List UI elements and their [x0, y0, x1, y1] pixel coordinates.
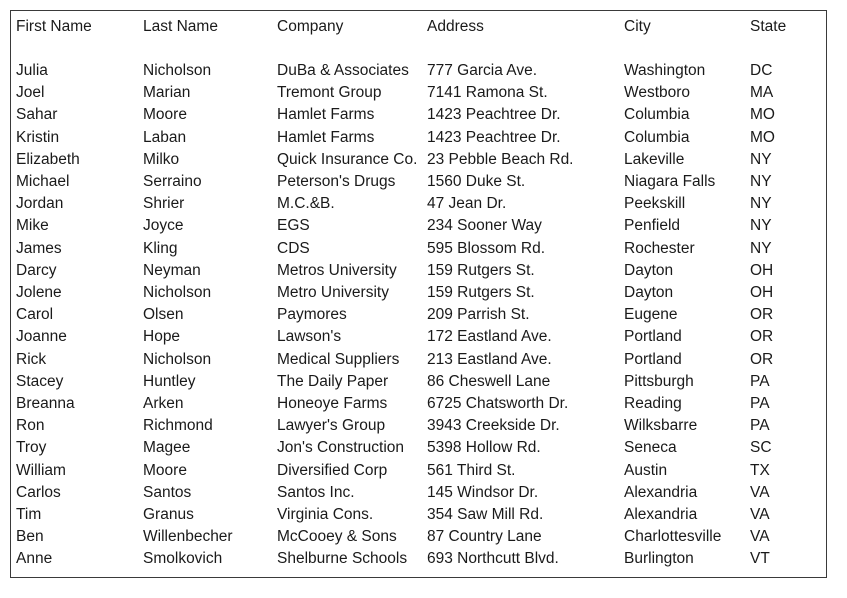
- table-row: [16, 193, 810, 215]
- cell-address: 595 Blossom Rd.: [427, 239, 546, 257]
- table-row: [16, 371, 810, 393]
- header-state: State: [750, 18, 787, 35]
- cell-state: NY: [750, 173, 772, 191]
- cell-state: VT: [750, 550, 770, 568]
- contacts-table: [16, 14, 810, 571]
- table-row: [16, 548, 810, 570]
- cell-last-name: Granus: [143, 506, 194, 524]
- cell-address: 172 Eastland Ave.: [427, 328, 552, 346]
- cell-last-name: Laban: [143, 128, 187, 146]
- cell-state: OR: [750, 350, 774, 368]
- cell-last-name: Richmond: [143, 417, 213, 435]
- cell-city: Washington: [624, 62, 706, 79]
- table-row: [16, 482, 810, 504]
- cell-city: Reading: [624, 395, 682, 413]
- cell-company: McCooey & Sons: [277, 528, 397, 546]
- header-first-name: First Name: [16, 18, 92, 35]
- cell-address: 145 Windsor Dr.: [427, 483, 539, 501]
- cell-city: Portland: [624, 350, 682, 368]
- cell-company: Diversified Corp: [277, 461, 388, 479]
- cell-address: 3943 Creekside Dr.: [427, 417, 560, 435]
- table-row: [16, 437, 810, 459]
- cell-last-name: Willenbecher: [143, 528, 233, 546]
- cell-first-name: Anne: [16, 550, 53, 568]
- cell-city: Rochester: [624, 239, 695, 257]
- cell-last-name: Arken: [143, 395, 184, 413]
- cell-address: 354 Saw Mill Rd.: [427, 506, 544, 524]
- cell-state: NY: [750, 195, 772, 213]
- cell-state: VA: [750, 483, 770, 501]
- cell-address: 86 Cheswell Lane: [427, 372, 551, 390]
- cell-last-name: Serraino: [143, 173, 202, 191]
- cell-address: 23 Pebble Beach Rd.: [427, 150, 574, 168]
- table-row: [16, 349, 810, 371]
- cell-last-name: Neyman: [143, 261, 201, 279]
- table-row: [16, 82, 810, 104]
- table-row: [16, 260, 810, 282]
- cell-company: The Daily Paper: [277, 372, 389, 390]
- cell-city: Dayton: [624, 284, 674, 302]
- table-row: [16, 238, 810, 260]
- header-city: City: [624, 18, 651, 35]
- cell-first-name: Michael: [16, 173, 70, 191]
- cell-first-name: Rick: [16, 350, 47, 368]
- cell-first-name: Troy: [16, 439, 47, 457]
- cell-city: Alexandria: [624, 506, 698, 524]
- cell-address: 159 Rutgers St.: [427, 284, 535, 302]
- cell-state: NY: [750, 150, 772, 168]
- cell-last-name: Huntley: [143, 372, 196, 390]
- table-row: [16, 504, 810, 526]
- cell-last-name: Moore: [143, 461, 187, 479]
- cell-last-name: Milko: [143, 150, 180, 168]
- table-row: [16, 393, 810, 415]
- table-row: [16, 526, 810, 548]
- cell-last-name: Nicholson: [143, 350, 212, 368]
- cell-company: Jon's Construction: [277, 439, 405, 457]
- cell-company: Virginia Cons.: [277, 506, 374, 524]
- cell-state: VA: [750, 506, 770, 524]
- header-company: Company: [277, 18, 344, 35]
- cell-state: PA: [750, 372, 770, 390]
- cell-city: Charlottesville: [624, 528, 722, 546]
- header-row: [16, 14, 810, 40]
- table-row: [16, 326, 810, 348]
- blank-row: [16, 40, 810, 60]
- cell-state: OH: [750, 261, 774, 279]
- cell-last-name: Shrier: [143, 195, 185, 213]
- cell-first-name: Ron: [16, 417, 45, 435]
- cell-company: DuBa & Associates: [277, 62, 409, 79]
- table-row: [16, 215, 810, 237]
- cell-state: NY: [750, 217, 772, 235]
- cell-address: 47 Jean Dr.: [427, 195, 507, 213]
- cell-company: Peterson's Drugs: [277, 173, 396, 191]
- cell-company: Metros University: [277, 261, 397, 279]
- table-row: [16, 127, 810, 149]
- table-row: [16, 304, 810, 326]
- cell-city: Dayton: [624, 261, 674, 279]
- cell-city: Eugene: [624, 306, 678, 324]
- cell-company: Tremont Group: [277, 84, 382, 102]
- cell-first-name: Sahar: [16, 106, 58, 124]
- cell-city: Lakeville: [624, 150, 685, 168]
- cell-city: Wilksbarre: [624, 417, 698, 435]
- table-row: [16, 149, 810, 171]
- cell-first-name: Elizabeth: [16, 150, 80, 168]
- table-row: [16, 282, 810, 304]
- cell-first-name: Carol: [16, 306, 54, 324]
- cell-state: OR: [750, 306, 774, 324]
- cell-address: 777 Garcia Ave.: [427, 62, 538, 79]
- cell-company: Shelburne Schools: [277, 550, 408, 568]
- cell-first-name: Kristin: [16, 128, 60, 146]
- cell-first-name: Joel: [16, 84, 45, 102]
- cell-city: Columbia: [624, 128, 690, 146]
- cell-company: EGS: [277, 217, 310, 235]
- cell-address: 87 Country Lane: [427, 528, 542, 546]
- cell-last-name: Joyce: [143, 217, 184, 235]
- cell-city: Niagara Falls: [624, 173, 716, 191]
- cell-first-name: Julia: [16, 62, 48, 79]
- cell-last-name: Magee: [143, 439, 191, 457]
- cell-company: CDS: [277, 239, 310, 257]
- table-row: [16, 460, 810, 482]
- cell-first-name: Ben: [16, 528, 44, 546]
- cell-company: Honeoye Farms: [277, 395, 388, 413]
- cell-company: M.C.&B.: [277, 195, 335, 213]
- cell-first-name: James: [16, 239, 62, 257]
- cell-state: OH: [750, 284, 774, 302]
- cell-first-name: Joanne: [16, 328, 67, 346]
- cell-state: NY: [750, 239, 772, 257]
- cell-address: 5398 Hollow Rd.: [427, 439, 541, 457]
- cell-last-name: Santos: [143, 483, 192, 501]
- cell-last-name: Marian: [143, 84, 191, 102]
- cell-state: MA: [750, 84, 774, 102]
- cell-address: 213 Eastland Ave.: [427, 350, 552, 368]
- cell-city: Seneca: [624, 439, 677, 457]
- cell-first-name: Carlos: [16, 483, 61, 501]
- cell-last-name: Nicholson: [143, 284, 212, 302]
- cell-first-name: William: [16, 461, 66, 479]
- table-row: [16, 60, 810, 82]
- cell-company: Santos Inc.: [277, 483, 355, 501]
- cell-state: MO: [750, 106, 775, 124]
- cell-company: Medical Suppliers: [277, 350, 400, 368]
- cell-last-name: Olsen: [143, 306, 184, 324]
- cell-address: 6725 Chatsworth Dr.: [427, 395, 569, 413]
- header-last-name: Last Name: [143, 18, 218, 35]
- cell-state: OR: [750, 328, 774, 346]
- cell-address: 234 Sooner Way: [427, 217, 542, 235]
- cell-first-name: Tim: [16, 506, 42, 524]
- cell-company: Hamlet Farms: [277, 106, 375, 124]
- cell-company: Paymores: [277, 306, 347, 324]
- cell-address: 1423 Peachtree Dr.: [427, 128, 561, 146]
- cell-state: VA: [750, 528, 770, 546]
- cell-city: Portland: [624, 328, 682, 346]
- header-address: Address: [427, 18, 484, 35]
- table-row: [16, 104, 810, 126]
- cell-city: Peekskill: [624, 195, 686, 213]
- cell-state: TX: [750, 461, 770, 479]
- cell-first-name: Breanna: [16, 395, 75, 413]
- cell-first-name: Mike: [16, 217, 49, 235]
- cell-first-name: Jolene: [16, 284, 62, 302]
- cell-first-name: Stacey: [16, 372, 64, 390]
- table-row: [16, 171, 810, 193]
- cell-last-name: Moore: [143, 106, 187, 124]
- cell-city: Alexandria: [624, 483, 698, 501]
- cell-last-name: Nicholson: [143, 62, 212, 79]
- cell-state: MO: [750, 128, 775, 146]
- cell-company: Quick Insurance Co.: [277, 150, 418, 168]
- cell-first-name: Jordan: [16, 195, 64, 213]
- cell-last-name: Kling: [143, 239, 178, 257]
- cell-city: Burlington: [624, 550, 694, 568]
- cell-address: 561 Third St.: [427, 461, 516, 479]
- cell-first-name: Darcy: [16, 261, 57, 279]
- cell-city: Pittsburgh: [624, 372, 694, 390]
- cell-city: Austin: [624, 461, 668, 479]
- cell-city: Westboro: [624, 84, 691, 102]
- cell-address: 159 Rutgers St.: [427, 261, 535, 279]
- cell-state: SC: [750, 439, 772, 457]
- table-row: [16, 415, 810, 437]
- cell-address: 1560 Duke St.: [427, 173, 526, 191]
- cell-address: 209 Parrish St.: [427, 306, 530, 324]
- cell-city: Penfield: [624, 217, 681, 235]
- cell-address: 693 Northcutt Blvd.: [427, 550, 559, 568]
- cell-address: 7141 Ramona St.: [427, 84, 548, 102]
- cell-company: Metro University: [277, 284, 389, 302]
- cell-city: Columbia: [624, 106, 690, 124]
- cell-company: Lawyer's Group: [277, 417, 386, 435]
- cell-address: 1423 Peachtree Dr.: [427, 106, 561, 124]
- cell-company: Hamlet Farms: [277, 128, 375, 146]
- cell-state: PA: [750, 417, 770, 435]
- cell-state: DC: [750, 62, 773, 79]
- cell-last-name: Smolkovich: [143, 550, 223, 568]
- cell-state: PA: [750, 395, 770, 413]
- cell-company: Lawson's: [277, 328, 342, 346]
- cell-last-name: Hope: [143, 328, 181, 346]
